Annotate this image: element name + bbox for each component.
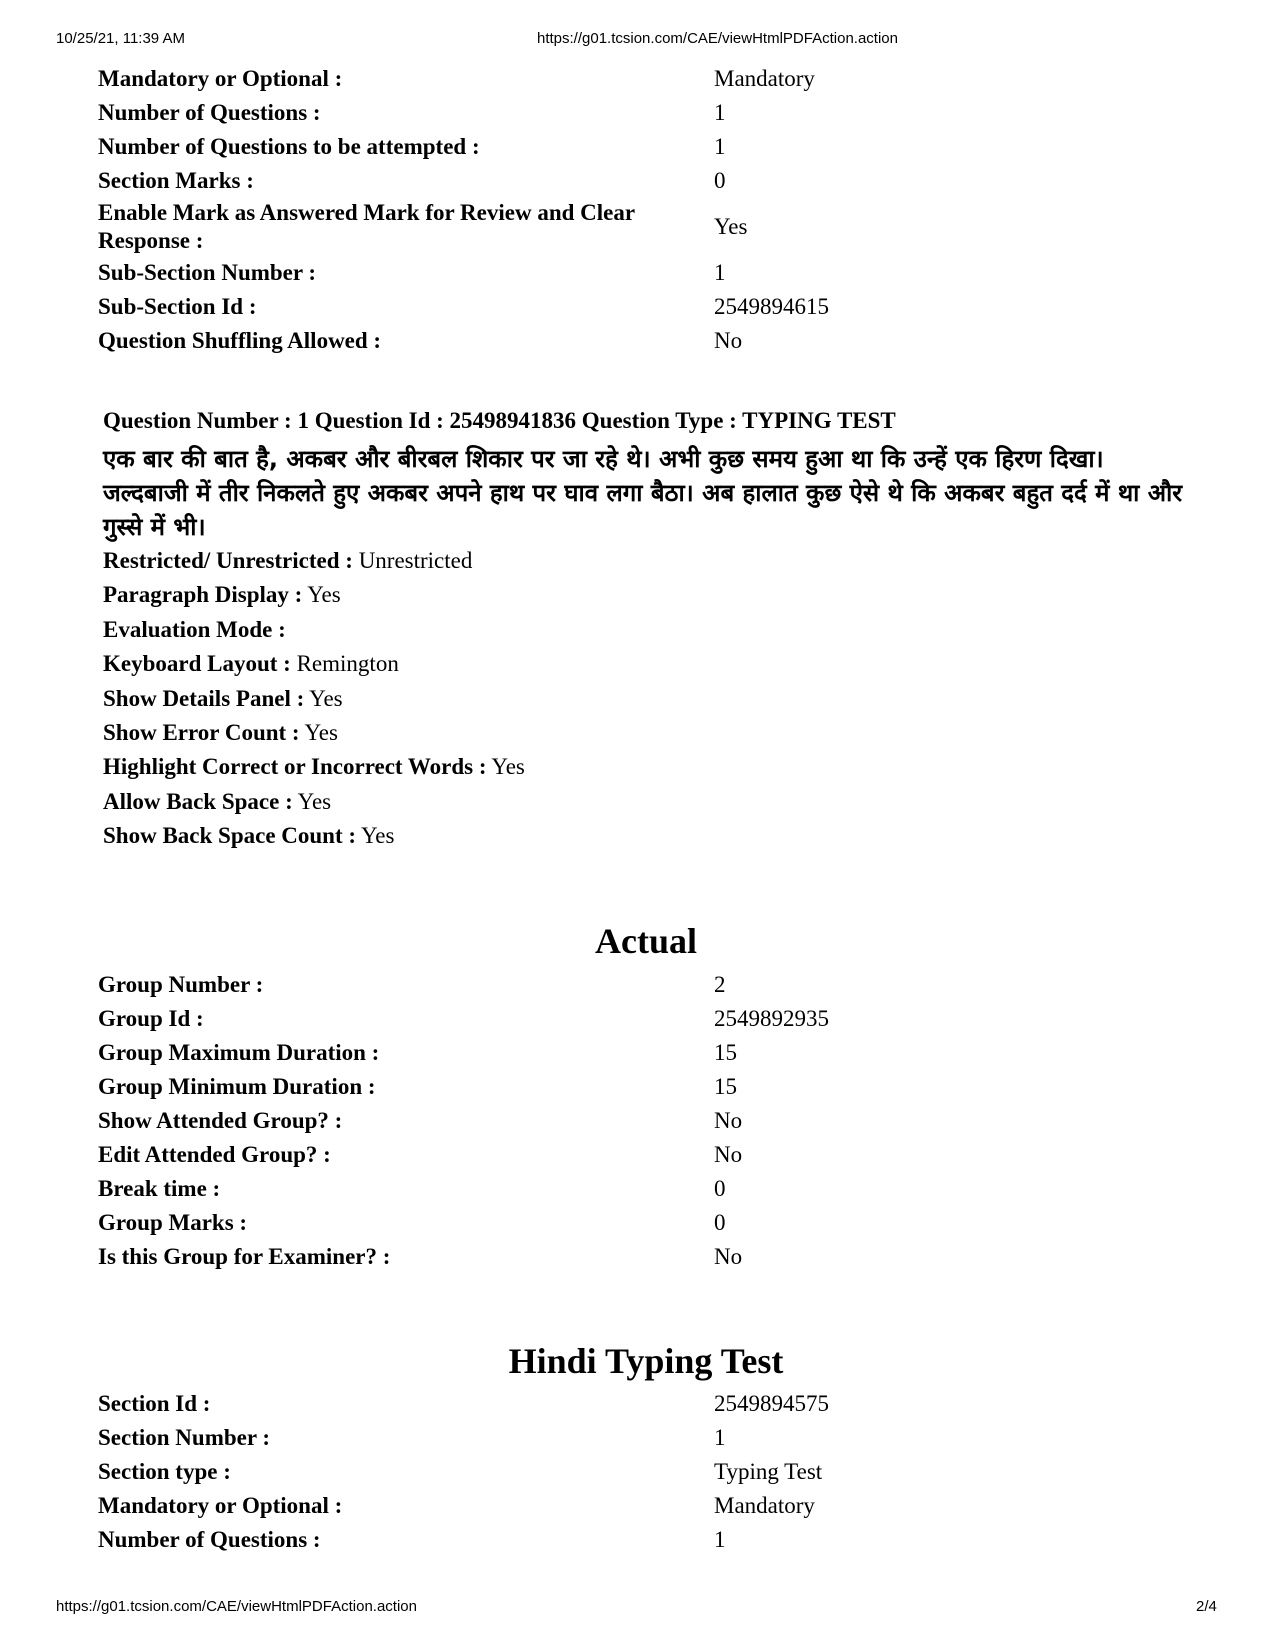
table-row	[98, 1070, 1198, 1104]
print-footer-url: https://g01.tcsion.com/CAE/viewHtmlPDFAction.action	[56, 1598, 417, 1615]
group-properties-table	[98, 968, 1198, 1274]
print-header-url: https://g01.tcsion.com/CAE/viewHtmlPDFAction.action	[537, 30, 898, 47]
property-value: 1	[714, 100, 726, 125]
property-label: Mandatory or Optional :	[98, 66, 343, 91]
property-label: Question Shuffling Allowed :	[98, 328, 382, 353]
question-property	[103, 682, 525, 716]
property-value: No	[714, 1108, 743, 1133]
property-value: Yes	[304, 720, 338, 746]
table-row	[98, 96, 1198, 130]
property-label: Group Id :	[98, 1006, 204, 1031]
question-property	[103, 750, 525, 784]
property-value: 1	[714, 260, 726, 285]
question-paragraph: एक बार की बात है, अकबर और बीरबल शिकार पर जा रहे थे। अभी कुछ समय हुआ था कि उन्हें एक हिरण दिखा। जल्दबाजी में तीर निकलते हुए अकबर अपने हाथ पर घाव लगा बैठा। अब हालात कुछ ऐसे थे कि अकबर बहुत दर्द में था और गुस्से में भी।	[103, 445, 1183, 541]
property-label: Show Back Space Count :	[103, 823, 357, 849]
property-label: Group Maximum Duration :	[98, 1040, 380, 1065]
property-label: Sub-Section Id :	[98, 294, 257, 319]
section-title: Hindi Typing Test	[508, 1341, 784, 1381]
property-value: Yes	[714, 214, 748, 239]
property-value: No	[714, 328, 743, 353]
property-value: 0	[714, 168, 726, 193]
question-property	[103, 647, 525, 681]
property-value: Typing Test	[714, 1459, 823, 1484]
table-row	[98, 62, 1198, 96]
property-label: Group Minimum Duration :	[98, 1074, 376, 1099]
section-properties-table	[98, 62, 1198, 358]
table-row	[98, 1138, 1198, 1172]
table-row	[98, 1036, 1198, 1070]
table-row	[98, 1387, 1198, 1421]
property-value: 0	[714, 1176, 726, 1201]
property-value: 0	[714, 1210, 726, 1235]
question-header: Question Number : 1 Question Id : 25498941836 Question Type : TYPING TEST	[103, 408, 896, 433]
table-row	[98, 1172, 1198, 1206]
question-property	[103, 578, 525, 612]
table-row	[98, 1421, 1198, 1455]
property-label: Section Id :	[98, 1391, 211, 1416]
table-row	[98, 164, 1198, 198]
property-value: Yes	[309, 685, 343, 711]
property-label: Restricted/ Unrestricted :	[103, 548, 353, 573]
property-label: Paragraph Display :	[103, 582, 303, 608]
property-value: Mandatory	[714, 1493, 815, 1518]
table-row	[98, 968, 1198, 1002]
property-value: Yes	[360, 823, 395, 849]
property-label: Highlight Correct or Incorrect Words :	[103, 754, 487, 780]
property-value: 2	[714, 972, 726, 997]
table-row	[98, 1240, 1198, 1274]
property-label: Show Error Count :	[103, 720, 300, 746]
property-label: Number of Questions :	[98, 100, 321, 125]
property-value: 2549894615	[714, 294, 829, 319]
property-value: 2549892935	[714, 1006, 829, 1031]
table-row	[98, 1206, 1198, 1240]
property-label: Show Attended Group? :	[98, 1108, 343, 1133]
property-label: Keyboard Layout :	[103, 651, 291, 677]
property-value: 1	[714, 1527, 726, 1552]
property-value: 2549894575	[714, 1391, 829, 1416]
property-value: Remington	[296, 651, 399, 677]
property-label: Sub-Section Number :	[98, 260, 317, 285]
property-label: Is this Group for Examiner? :	[98, 1244, 391, 1269]
table-row	[98, 1455, 1198, 1489]
table-row	[98, 324, 1198, 358]
property-value: No	[714, 1244, 743, 1269]
table-row	[98, 130, 1198, 164]
property-label: Break time :	[98, 1176, 221, 1201]
property-value: 15	[714, 1074, 737, 1099]
page-number: 2/4	[1196, 1598, 1217, 1615]
question-property	[103, 785, 525, 819]
property-label: Section Marks :	[98, 168, 254, 193]
property-label: Edit Attended Group? :	[98, 1142, 331, 1167]
table-row	[98, 198, 1198, 256]
table-row	[98, 1489, 1198, 1523]
property-label: Group Number :	[98, 972, 264, 997]
table-row	[98, 1002, 1198, 1036]
question-property	[103, 544, 525, 578]
property-label: Group Marks :	[98, 1210, 248, 1235]
print-datetime: 10/25/21, 11:39 AM	[56, 30, 185, 47]
property-label: Number of Questions to be attempted :	[98, 134, 480, 159]
property-label: Section Number :	[98, 1425, 271, 1450]
property-label: Evaluation Mode :	[103, 616, 286, 642]
property-value: Yes	[491, 754, 525, 780]
property-label: Enable Mark as Answered Mark for Review and Clear Response :	[98, 200, 635, 253]
property-value: 1	[714, 1425, 726, 1450]
property-value: 15	[714, 1040, 737, 1065]
property-value: Yes	[297, 788, 332, 814]
property-label: Show Details Panel :	[103, 685, 305, 711]
table-row	[98, 1523, 1198, 1557]
table-row	[98, 290, 1198, 324]
property-label: Mandatory or Optional :	[98, 1493, 343, 1518]
property-label: Section type :	[98, 1459, 231, 1484]
question-property	[103, 613, 525, 647]
property-value: Mandatory	[714, 66, 815, 91]
section-info-table	[98, 1387, 1198, 1557]
property-label: Allow Back Space :	[103, 788, 293, 814]
question-property	[103, 716, 525, 750]
question-properties	[103, 544, 525, 854]
question-property	[103, 819, 525, 853]
property-value: No	[714, 1142, 743, 1167]
property-value: Unrestricted	[358, 548, 473, 573]
property-label: Number of Questions :	[98, 1527, 321, 1552]
property-value: 1	[714, 134, 726, 159]
table-row	[98, 1104, 1198, 1138]
property-value: Yes	[307, 582, 341, 608]
table-row	[98, 256, 1198, 290]
group-title: Actual	[595, 921, 697, 961]
